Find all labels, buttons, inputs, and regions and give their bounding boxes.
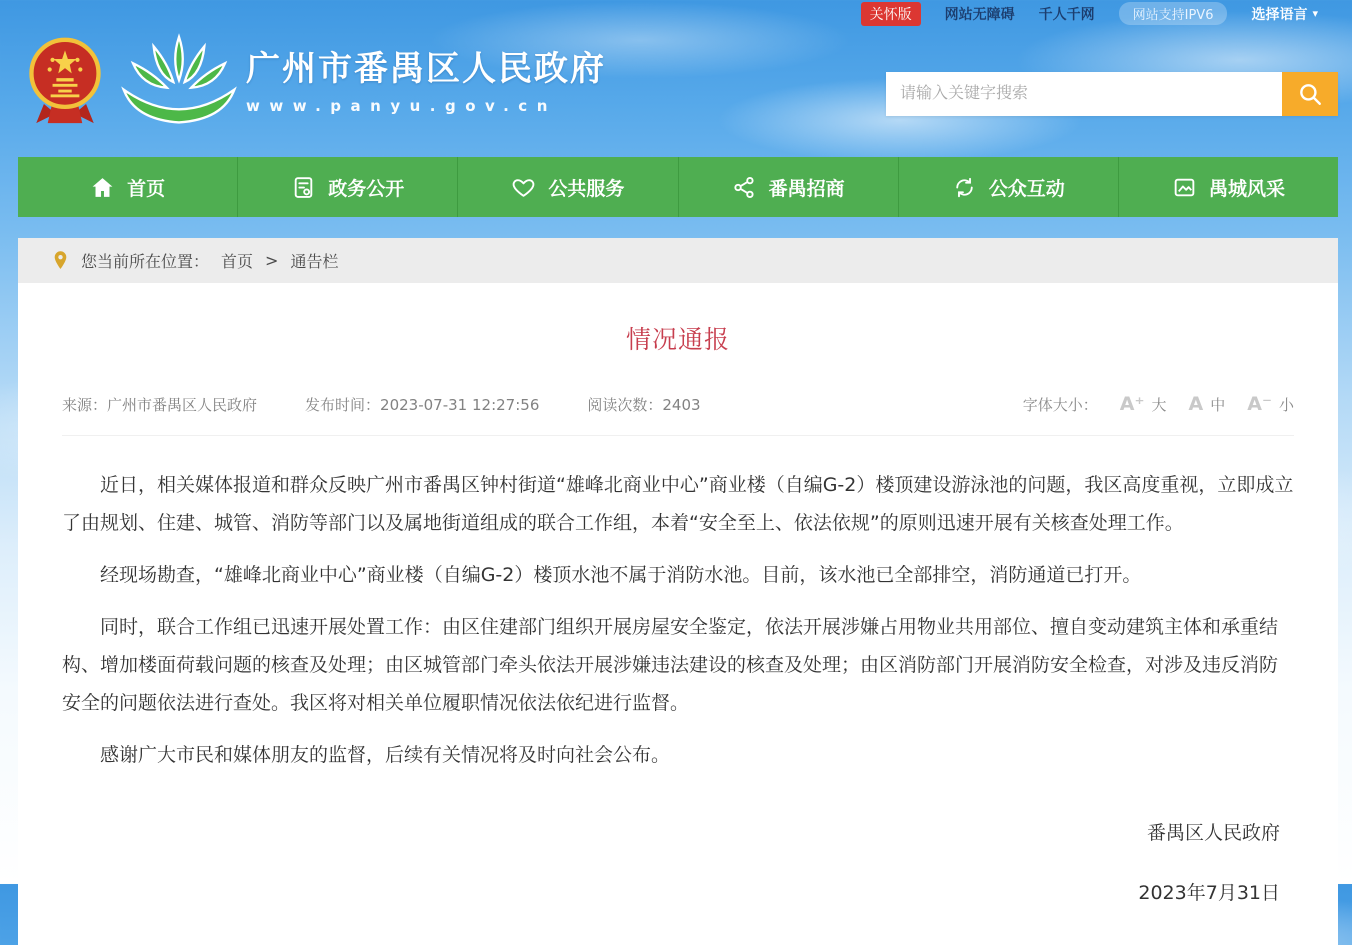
ipv6-badge[interactable]: 网站支持IPV6 xyxy=(1119,2,1228,25)
thousand-sites-link[interactable]: 千人千网 xyxy=(1038,6,1095,23)
chevron-down-icon: ▾ xyxy=(1312,7,1318,20)
national-emblem-icon xyxy=(26,35,104,127)
search-box xyxy=(886,72,1338,116)
article-date: 2023年7月31日 xyxy=(1138,882,1280,904)
search-button[interactable] xyxy=(1282,72,1338,116)
document-icon xyxy=(291,175,316,200)
font-large-icon: A⁺ xyxy=(1119,393,1145,415)
article-body xyxy=(62,466,1294,905)
article-paragraph: 同时，联合工作组已迅速开展处置工作：由区住建部门组织开展房屋安全鉴定，依法开展涉嫌占用物业共用部位、擅自变动建筑主体和承重结构、增加楼面荷载问题的核查及处理；由区城管部门牵头依法开展涉嫌违法建设的核查及处理；由区消防部门开展消防安全检查，对涉及违反消防安全的问题依法进行查处。我区将对相关单位履职情况依法依纪进行监督。 xyxy=(62,616,1279,714)
share-icon xyxy=(732,175,757,200)
breadcrumb xyxy=(18,238,1338,283)
font-size-label: 字体大小： xyxy=(1022,395,1098,414)
meta-source-label: 来源： xyxy=(62,395,108,414)
page-container xyxy=(18,0,1338,945)
article-paragraph: 近日，相关媒体报道和群众反映广州市番禺区钟村街道“雄峰北商业中心”商业楼（自编G-2）楼顶建设游泳池的问题，我区高度重视，立即成立了由规划、住建、城管、消防等部门以及属地街道组成的联合工作组，本着“安全至上、依法依规”的原则迅速开展有关核查处理工作。 xyxy=(62,474,1294,534)
search-input[interactable] xyxy=(886,72,1282,116)
meta-views-label: 阅读次数： xyxy=(587,395,663,414)
meta-source-value: 广州市番禺区人民政府 xyxy=(107,395,258,414)
language-label: 选择语言 xyxy=(1251,6,1308,23)
nav-label: 政务公开 xyxy=(328,177,405,200)
meta-views xyxy=(587,394,700,415)
meta-source xyxy=(62,394,257,415)
accessibility-link[interactable]: 网站无障碍 xyxy=(944,6,1015,23)
heart-icon xyxy=(511,175,536,200)
nav-item-investment[interactable] xyxy=(679,157,899,217)
font-medium-icon: A xyxy=(1188,393,1204,415)
nav-label: 番禺招商 xyxy=(768,177,845,200)
article-title: 情况通报 xyxy=(625,325,730,354)
nav-item-gov-info[interactable] xyxy=(238,157,458,217)
nav-item-city-style[interactable] xyxy=(1119,157,1338,217)
home-icon xyxy=(90,175,115,200)
font-size-tools xyxy=(1023,393,1294,415)
meta-publish-time xyxy=(305,394,539,415)
location-pin-icon xyxy=(52,250,69,271)
search-icon xyxy=(1297,81,1323,107)
article-paragraph: 经现场勘查，“雄峰北商业中心”商业楼（自编G-2）楼顶水池不属于消防水池。目前，该水池已全部排空，消防通道已打开。 xyxy=(100,564,1142,586)
site-url: www.panyu.gov.cn xyxy=(246,97,557,115)
header-logo-link[interactable] xyxy=(26,31,606,135)
care-version-button[interactable]: 关怀版 xyxy=(861,2,921,26)
utility-bar xyxy=(18,0,1338,27)
refresh-icon xyxy=(952,175,977,200)
site-title: 广州市番禺区人民政府 xyxy=(246,49,606,89)
meta-publish-label: 发布时间： xyxy=(305,395,381,414)
font-size-large-button[interactable]: A⁺ 大 xyxy=(1119,393,1167,415)
nav-label: 禺城风采 xyxy=(1208,177,1285,200)
nav-label: 公众互动 xyxy=(988,177,1065,200)
main-nav xyxy=(18,157,1338,217)
language-selector[interactable] xyxy=(1251,4,1318,24)
breadcrumb-separator: > xyxy=(265,251,279,270)
article-signature: 番禺区人民政府 xyxy=(1146,822,1280,844)
nav-item-public-service[interactable] xyxy=(458,157,678,217)
image-icon xyxy=(1172,175,1197,200)
font-size-small-button[interactable]: A⁻ 小 xyxy=(1247,393,1294,415)
breadcrumb-prefix: 您当前所在位置： xyxy=(81,252,210,271)
font-size-medium-button[interactable]: A 中 xyxy=(1188,393,1226,415)
spacer xyxy=(18,217,1338,238)
nav-item-home[interactable] xyxy=(18,157,238,217)
site-header xyxy=(18,27,1338,157)
nav-item-interaction[interactable] xyxy=(899,157,1119,217)
meta-publish-value: 2023-07-31 12:27:56 xyxy=(380,395,540,414)
article-paragraph: 感谢广大市民和媒体朋友的监督，后续有关情况将及时向社会公布。 xyxy=(100,744,671,766)
breadcrumb-home-link[interactable]: 首页 xyxy=(221,252,254,271)
nav-label: 公共服务 xyxy=(548,177,625,200)
meta-views-value: 2403 xyxy=(662,395,701,414)
article-meta-bar xyxy=(62,393,1294,436)
breadcrumb-current[interactable]: 通告栏 xyxy=(290,252,339,271)
panyu-lotus-logo-icon xyxy=(118,31,240,135)
nav-label: 首页 xyxy=(127,177,166,200)
article-panel xyxy=(18,283,1338,945)
font-small-icon: A⁻ xyxy=(1247,393,1272,415)
